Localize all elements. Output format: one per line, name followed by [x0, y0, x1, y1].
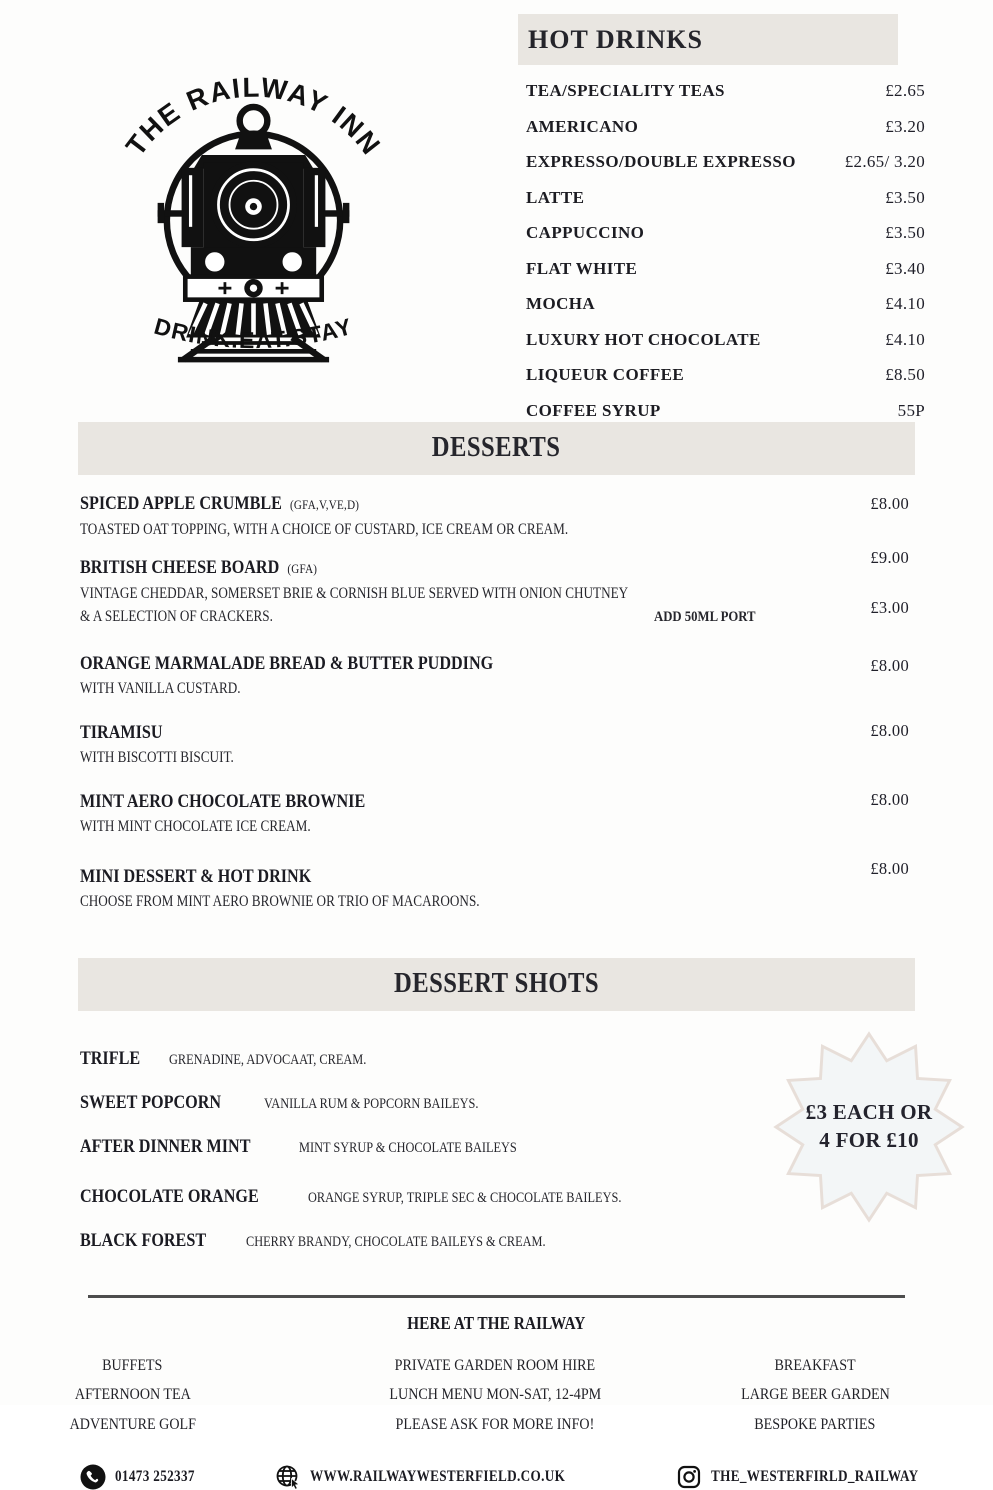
item-price: £3.40	[807, 258, 925, 280]
dessert-shots-title-bar	[78, 958, 915, 1011]
top-row	[0, 0, 993, 422]
logo-arc-text: THE RAILWAY INN	[120, 71, 388, 161]
item-price: £8.50	[807, 364, 925, 386]
instagram-contact[interactable]	[676, 1464, 955, 1490]
item-price: £3.50	[807, 222, 925, 244]
item-name: LUXURY HOT CHOCOLATE	[526, 329, 761, 351]
footer-item: PRIVATE GARDEN ROOM HIRE	[395, 1351, 595, 1381]
price-badge	[771, 1029, 967, 1225]
hot-drinks-section	[518, 14, 925, 422]
shot-item	[80, 1185, 680, 1210]
item-price: 55P	[807, 400, 925, 422]
footer-item: LARGE BEER GARDEN	[741, 1380, 890, 1410]
hot-drinks-list	[518, 65, 925, 422]
item-price: £8.00	[870, 721, 909, 741]
addon-price: £3.00	[870, 598, 909, 618]
menu-row	[526, 116, 925, 138]
item-name: MINT AERO CHOCOLATE BROWNIE	[80, 791, 365, 812]
dessert-item	[80, 721, 913, 768]
item-name: TRIFLE	[80, 1047, 140, 1071]
item-name: BLACK FOREST	[80, 1229, 206, 1253]
footer-item: PLEASE ASK FOR MORE INFO!	[396, 1410, 595, 1440]
hot-drinks-title: HOT DRINKS	[518, 14, 898, 65]
item-price: £3.50	[807, 187, 925, 209]
divider	[88, 1295, 905, 1298]
badge-line-1: £3 EACH OR	[806, 1100, 933, 1125]
contact-row	[80, 1464, 955, 1490]
item-name: AMERICANO	[526, 116, 638, 138]
menu-row	[526, 258, 925, 280]
item-description: MINT SYRUP & CHOCOLATE BAILEYS	[299, 1136, 517, 1160]
item-name: CAPPUCCINO	[526, 222, 644, 244]
item-name: MOCHA	[526, 293, 595, 315]
railway-inn-logo	[106, 48, 406, 422]
item-price: £8.00	[870, 494, 909, 514]
footer-columns	[40, 1351, 993, 1440]
footer-column	[40, 1351, 225, 1440]
menu-row	[526, 80, 925, 102]
menu-row	[526, 222, 925, 244]
footer-item: BUFFETS	[102, 1351, 162, 1381]
addon-label: ADD 50ML PORT	[654, 607, 756, 628]
item-name: FLAT WHITE	[526, 258, 637, 280]
desserts-section	[78, 422, 915, 912]
desserts-list	[78, 475, 915, 912]
shot-item	[80, 1047, 680, 1072]
item-price: £2.65/ 3.20	[807, 151, 925, 173]
item-name: SPICED APPLE CRUMBLE	[80, 493, 282, 514]
item-name: ORANGE MARMALADE BREAD & BUTTER PUDDING	[80, 653, 493, 674]
dessert-shots-section	[78, 958, 915, 1261]
item-name: BRITISH CHEESE BOARD	[80, 557, 279, 578]
shot-item	[80, 1229, 680, 1254]
menu-row	[526, 293, 925, 315]
footer-heading: HERE AT THE RAILWAY	[407, 1313, 585, 1334]
footer-item: LUNCH MENU MON-SAT, 12-4PM	[389, 1380, 601, 1410]
item-description: ORANGE SYRUP, TRIPLE SEC & CHOCOLATE BAILEYS.	[308, 1186, 621, 1210]
website-url: WWW.RAILWAYWESTERFIELD.CO.UK	[310, 1468, 565, 1486]
item-name: TIRAMISU	[80, 722, 163, 743]
item-description: VANILLA RUM & POPCORN BAILEYS.	[264, 1092, 478, 1116]
item-price: £8.00	[870, 656, 909, 676]
footer-column	[325, 1351, 665, 1440]
footer-item: BESPOKE PARTIES	[754, 1410, 875, 1440]
dessert-item	[80, 790, 913, 837]
item-price: £4.10	[807, 329, 925, 351]
instagram-icon	[676, 1464, 702, 1490]
logo-tagline: DRINK.EAT.STAY	[151, 313, 355, 353]
instagram-handle: THE_WESTERFIRLD_RAILWAY	[711, 1468, 918, 1486]
dessert-item	[80, 492, 913, 540]
item-description: & A SELECTION OF CRACKERS.	[80, 606, 273, 627]
item-price: £8.00	[870, 790, 909, 810]
shot-item	[80, 1091, 680, 1116]
dietary-note: (GFA,V,VE,D)	[290, 497, 359, 512]
phone-contact[interactable]	[80, 1464, 209, 1490]
item-price: £2.65	[807, 80, 925, 102]
item-description: VINTAGE CHEDDAR, SOMERSET BRIE & CORNISH BLUE SERVED WITH ONION CHUTNEY	[80, 583, 628, 604]
item-description: WITH MINT CHOCOLATE ICE CREAM.	[80, 816, 311, 837]
item-description: GRENADINE, ADVOCAAT, CREAM.	[169, 1048, 366, 1072]
item-description: CHOOSE FROM MINT AERO BROWNIE OR TRIO OF MACAROONS.	[80, 891, 480, 912]
dessert-item	[80, 865, 913, 912]
shot-item	[80, 1135, 680, 1160]
item-price: £9.00	[870, 548, 909, 568]
footer-column	[665, 1351, 965, 1440]
item-name: SWEET POPCORN	[80, 1091, 221, 1115]
menu-row	[526, 329, 925, 351]
item-name: MINI DESSERT & HOT DRINK	[80, 866, 311, 887]
item-price: £8.00	[870, 859, 909, 879]
item-description: WITH BISCOTTI BISCUIT.	[80, 747, 234, 768]
item-description: CHERRY BRANDY, CHOCOLATE BAILEYS & CREAM.	[246, 1230, 546, 1254]
item-description: TOASTED OAT TOPPING, WITH A CHOICE OF CUSTARD, ICE CREAM OR CREAM.	[80, 519, 568, 540]
menu-row	[526, 364, 925, 386]
badge-line-2: 4 FOR £10	[819, 1128, 919, 1153]
item-price: £3.20	[807, 116, 925, 138]
item-name: TEA/SPECIALITY TEAS	[526, 80, 725, 102]
phone-icon	[80, 1464, 106, 1490]
dietary-note: (GFA)	[287, 561, 317, 576]
desserts-title: DESSERTS	[432, 432, 561, 464]
dessert-shots-title: DESSERT SHOTS	[394, 968, 599, 1000]
item-name: AFTER DINNER MINT	[80, 1135, 250, 1159]
footer-item: BREAKFAST	[774, 1351, 855, 1381]
footer-item: AFTERNOON TEA	[75, 1380, 191, 1410]
footer-item: ADVENTURE GOLF	[69, 1410, 195, 1440]
item-name: LATTE	[526, 187, 584, 209]
footer	[0, 1295, 993, 1490]
item-name: CHOCOLATE ORANGE	[80, 1185, 259, 1209]
desserts-title-bar	[78, 422, 915, 475]
menu-row	[526, 187, 925, 209]
item-name: EXPRESSO/DOUBLE EXPRESSO	[526, 151, 796, 173]
globe-icon	[275, 1464, 301, 1490]
item-price: £4.10	[807, 293, 925, 315]
item-description: WITH VANILLA CUSTARD.	[80, 678, 241, 699]
dessert-item	[80, 652, 913, 699]
phone-number: 01473 252337	[115, 1468, 195, 1486]
train-logo-icon	[106, 48, 401, 373]
item-name: LIQUEUR COFFEE	[526, 364, 684, 386]
dessert-item	[80, 556, 913, 628]
menu-row	[526, 151, 925, 173]
menu-row	[526, 400, 925, 422]
website-contact[interactable]	[275, 1464, 610, 1490]
dessert-shots-list	[78, 1011, 915, 1261]
item-name: COFFEE SYRUP	[526, 400, 661, 422]
